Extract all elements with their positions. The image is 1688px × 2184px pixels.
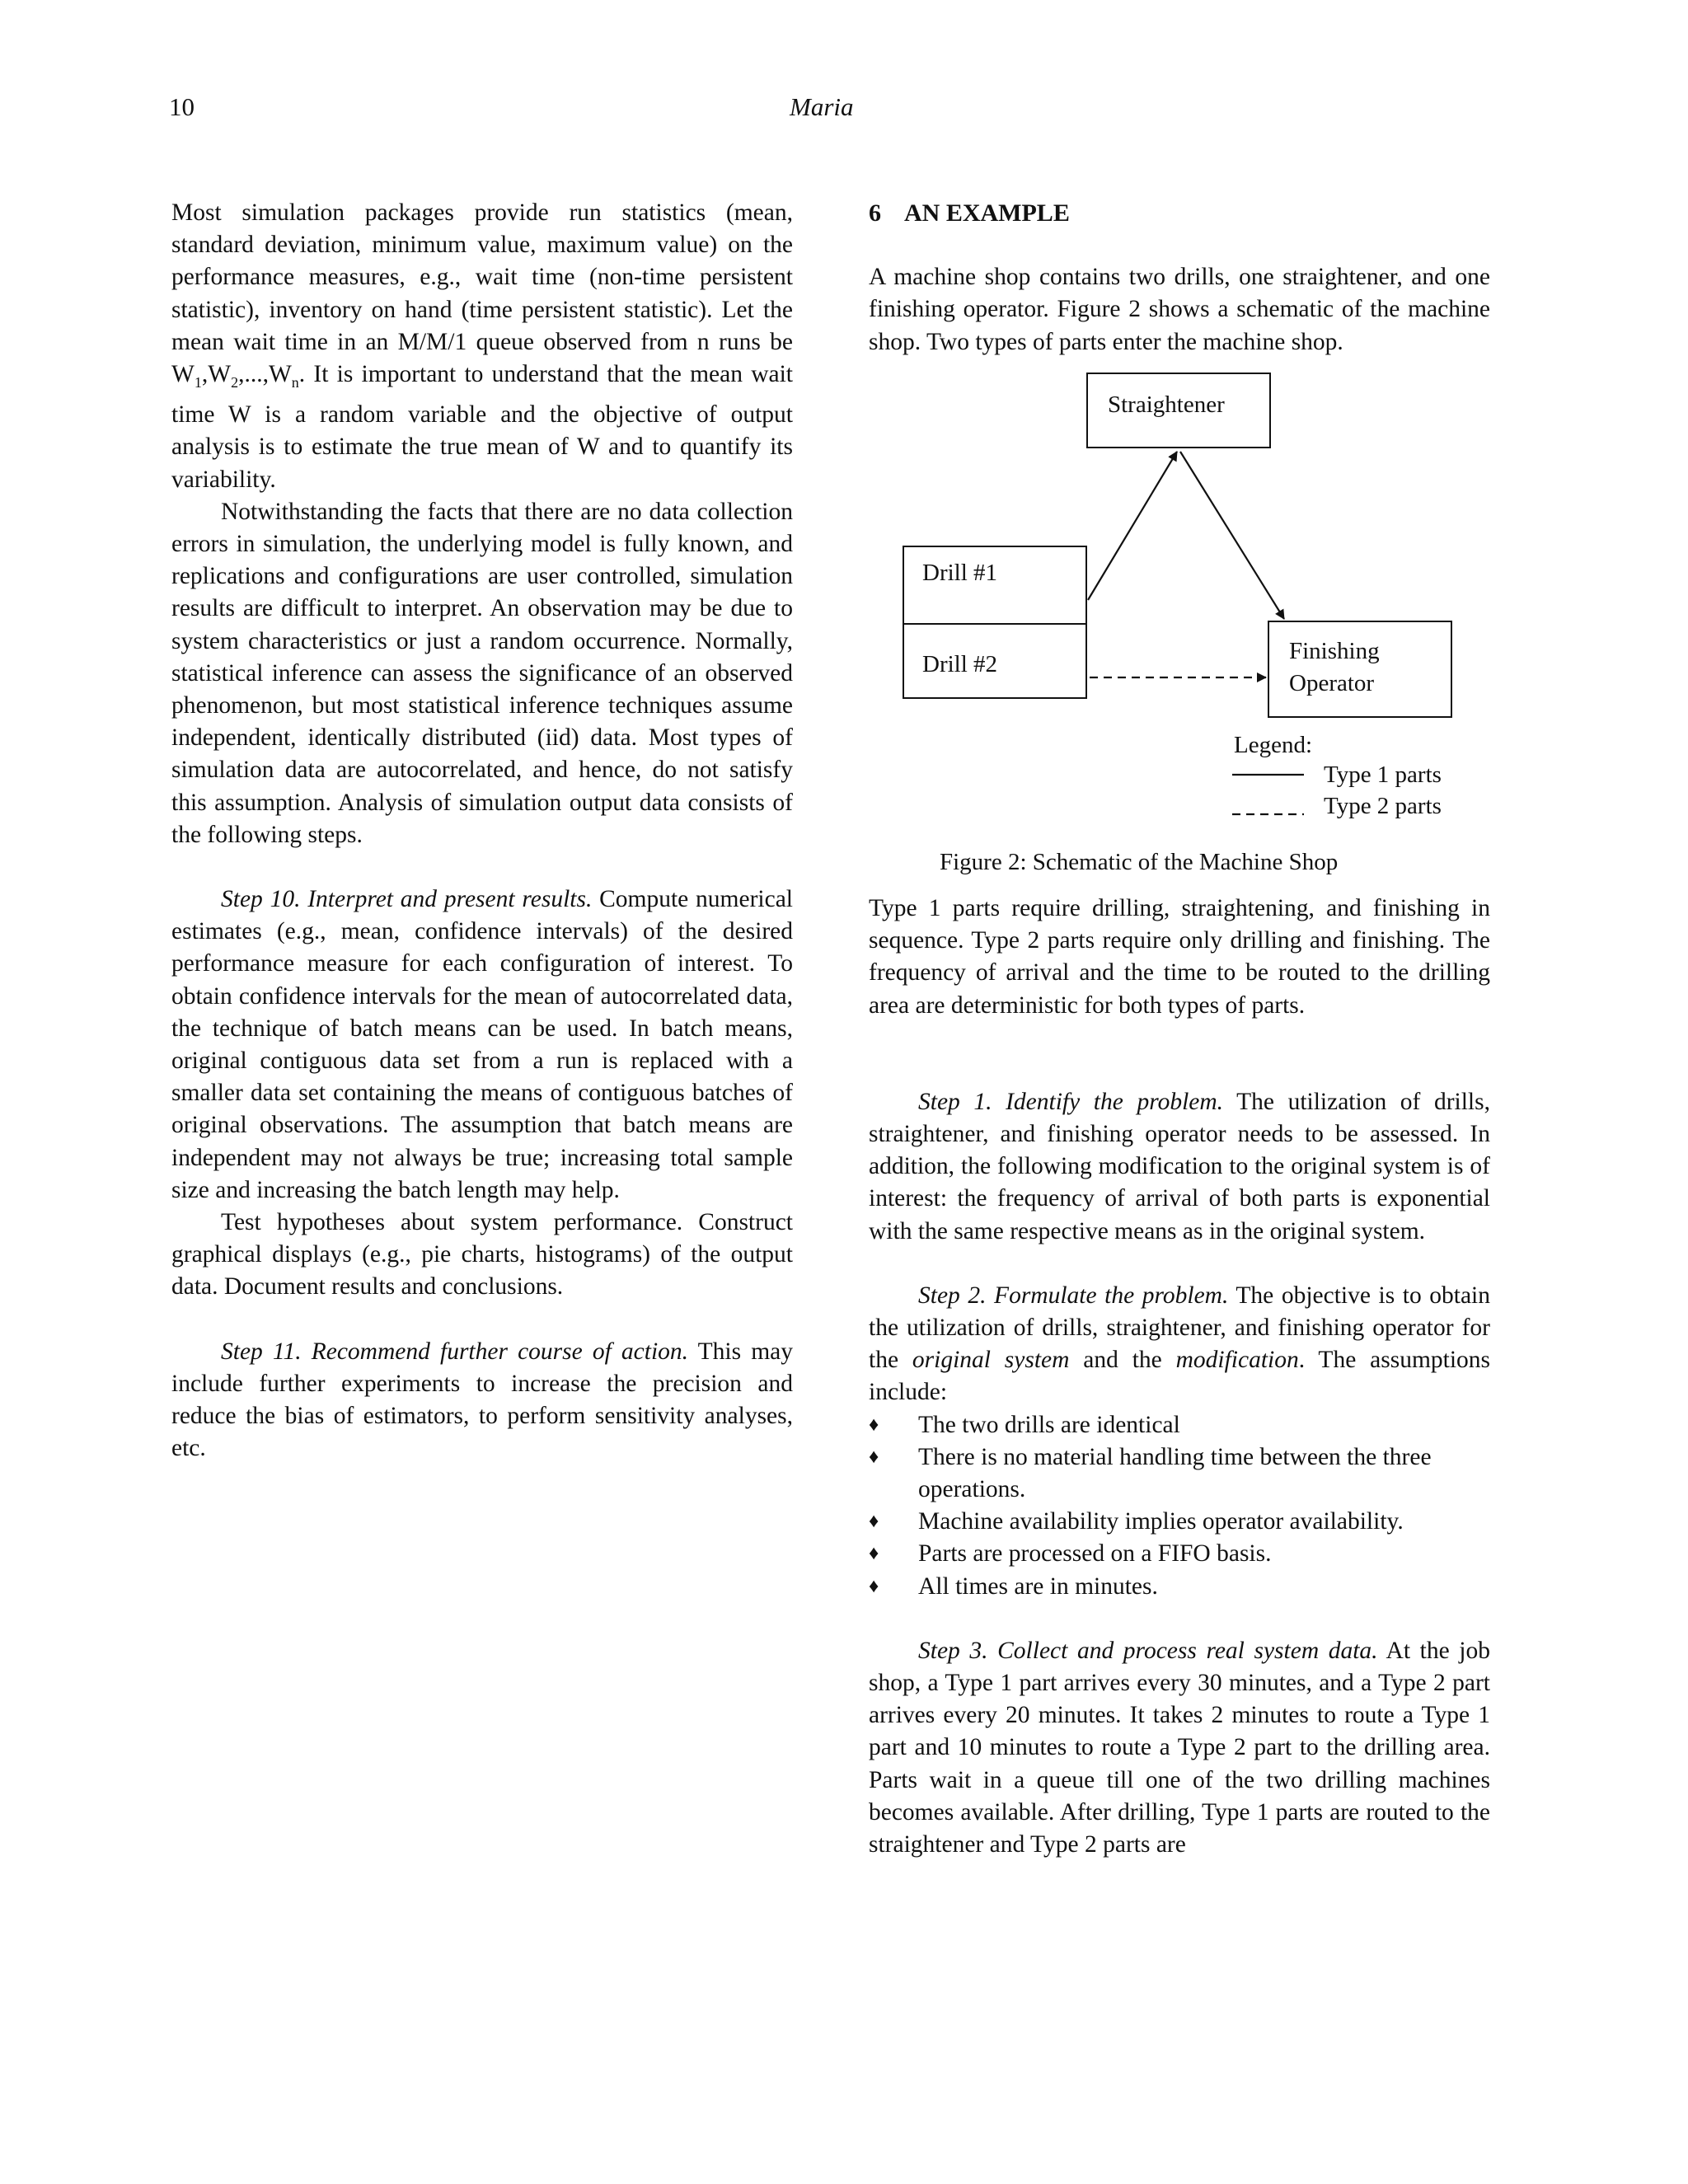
drill-1-box — [903, 546, 1087, 625]
paragraph-step-1 — [869, 1086, 1490, 1248]
step-2-text: The objective is to obtain the utilization of drills, straightener, and finishing operator for the — [869, 1282, 1490, 1374]
list-item — [869, 1538, 1490, 1570]
step-2-text: . The assumptions include: — [869, 1347, 1491, 1406]
step-2-original-system: original system — [912, 1347, 1070, 1374]
list-item — [869, 1441, 1490, 1506]
drill-1-label: Drill #1 — [922, 560, 998, 586]
paragraph-step-11 — [171, 1336, 793, 1465]
paragraph-step-3 — [869, 1635, 1490, 1861]
diamond-bullet-icon: ♦ — [869, 1413, 879, 1436]
list-item-text: All times are in minutes. — [918, 1572, 1158, 1600]
paragraph-output-statistics — [171, 197, 793, 496]
paragraph-notwithstanding: Notwithstanding the facts that there are no data collection errors in simulation, the underlying model is fully known, and replications and configurations are user controlled, simulation results are difficult to interpret. An observation may be due to system characteristics or just a random occurrence. Normally, statistical inference can assess the significance of an observed phenomenon, but most statistical inference techniques assume independent, identically distributed (iid) data. Most types of simulation data are autocorrelated, and hence, do not satisfy this assumption. Analysis of simulation output data consists of the following steps. — [171, 498, 793, 848]
step-10-body: Compute numerical estimates (e.g., mean, confidence intervals) of the desired performance measure for each configuration of interest. To obtain confidence intervals for the mean of autocorrelated data, the technique of batch means can be used. In batch means, original contiguous data set from a run is replaced with a smaller data set containing the means of contiguous batches of original observations. The assumption that batch means are independent may not always be true; increasing total sample size and increasing the batch length may help. — [171, 885, 794, 1203]
step-3-body: At the job shop, a Type 1 part arrives every 30 minutes, and a Type 2 part arrives every 20 minutes. It takes 2 minutes to route a Type 1 part and 10 minutes to route a Type 2 part to the drilling area. Parts wait in a queue till one of the two drilling machines becomes available. After drilling, Type 1 parts are routed to the straightener and Type 2 parts are — [869, 1637, 1490, 1858]
step-11-title: Step 11. Recommend further course of action. — [221, 1338, 689, 1365]
step-11-body: This may include further experiments to increase the precision and reduce the bias of estimators, to perform sensitivity analyses, etc. — [171, 1338, 793, 1462]
running-title: Maria — [790, 92, 854, 121]
step-3-title: Step 3. Collect and process real system data. — [918, 1637, 1378, 1664]
left-column — [171, 197, 793, 1465]
para-text: Most simulation packages provide run statistics (mean, standard deviation, minimum value, maximum value) on the performance measures, e.g., wait time (non-time persistent statistic), inventory on hand (time persistent statistic). Let the mean wait time in an M/M/1 queue observed from n runs be — [171, 199, 793, 355]
diamond-bullet-icon: ♦ — [869, 1446, 879, 1468]
paragraph-test-hypotheses: Test hypotheses about system performance. Construct graphical displays (e.g., pie charts, histograms) of the output data. Document results and conclusions. — [171, 1208, 793, 1301]
drill-2-label: Drill #2 — [922, 651, 998, 677]
legend-type-1: Type 1 parts — [1324, 762, 1442, 788]
page-number: 10 — [169, 92, 195, 121]
list-item — [869, 1409, 1490, 1441]
straightener-label: Straightener — [1108, 391, 1225, 418]
finishing-operator-box — [1268, 621, 1452, 718]
diamond-bullet-icon: ♦ — [869, 1511, 879, 1533]
diamond-bullet-icon: ♦ — [869, 1543, 879, 1565]
paragraph-part-types: Type 1 parts require drilling, straightening, and finishing in sequence. Type 2 parts require only drilling and finishing. The frequency of arrival and the time to be routed to the drilling area are deterministic for both types of parts. — [869, 895, 1490, 1019]
step-2-title: Step 2. Formulate the problem. — [918, 1282, 1229, 1309]
section-number: 6 — [869, 199, 881, 227]
step-10-title: Step 10. Interpret and present results. — [221, 885, 593, 912]
math-wait-times: $W_1,W_2,...,W_n$ — [171, 361, 299, 391]
list-item-text: Machine availability implies operator availability. — [918, 1508, 1404, 1535]
paragraph-step-10 — [171, 883, 793, 1207]
diamond-bullet-icon: ♦ — [869, 1575, 879, 1597]
drill-2-box — [903, 623, 1087, 699]
assumptions-list — [869, 1409, 1490, 1603]
operator-label: Operator — [1289, 670, 1375, 696]
list-item — [869, 1571, 1490, 1603]
paragraph-step-2 — [869, 1280, 1490, 1409]
step-1-body: The utilization of drills, straightener, and finishing operator needs to be assessed. In addition, the following modification to the original system is of interest: the frequency of arrival of both parts is exponential with the same respective means as in the original system. — [869, 1088, 1490, 1244]
list-item-text: There is no material handling time between the three operations. — [918, 1443, 1432, 1503]
step-1-title: Step 1. Identify the problem. — [918, 1088, 1224, 1115]
arrow-drill-to-straightener — [1088, 452, 1177, 600]
finishing-label: Finishing — [1289, 638, 1380, 664]
list-item — [869, 1506, 1490, 1538]
list-item-text: The two drills are identical — [918, 1411, 1180, 1438]
paragraph-intro: A machine shop contains two drills, one straightener, and one finishing operator. Figure 2 shows a schematic of the machine shop. Two types of parts enter the machine shop. — [869, 264, 1490, 355]
list-item-text: Parts are processed on a FIFO basis. — [918, 1540, 1272, 1568]
legend-type-2: Type 2 parts — [1324, 793, 1442, 819]
step-2-modification: modification — [1175, 1347, 1299, 1374]
right-column-bottom — [869, 893, 1490, 1861]
para-text: . It is important to understand that the mean wait time W is a random variable and the objective of output analysis is to estimate the true mean of W and to quantify its variability. — [171, 361, 793, 493]
figure-caption: Figure 2: Schematic of the Machine Shop — [940, 849, 1339, 875]
section-title: AN EXAMPLE — [904, 199, 1070, 227]
straightener-box — [1086, 373, 1271, 448]
legend-title: Legend: — [1234, 732, 1313, 758]
right-column-top — [869, 197, 1490, 359]
arrow-straightener-to-finishing — [1180, 452, 1284, 619]
section-heading — [869, 197, 1490, 229]
step-2-text: and the — [1069, 1347, 1176, 1374]
